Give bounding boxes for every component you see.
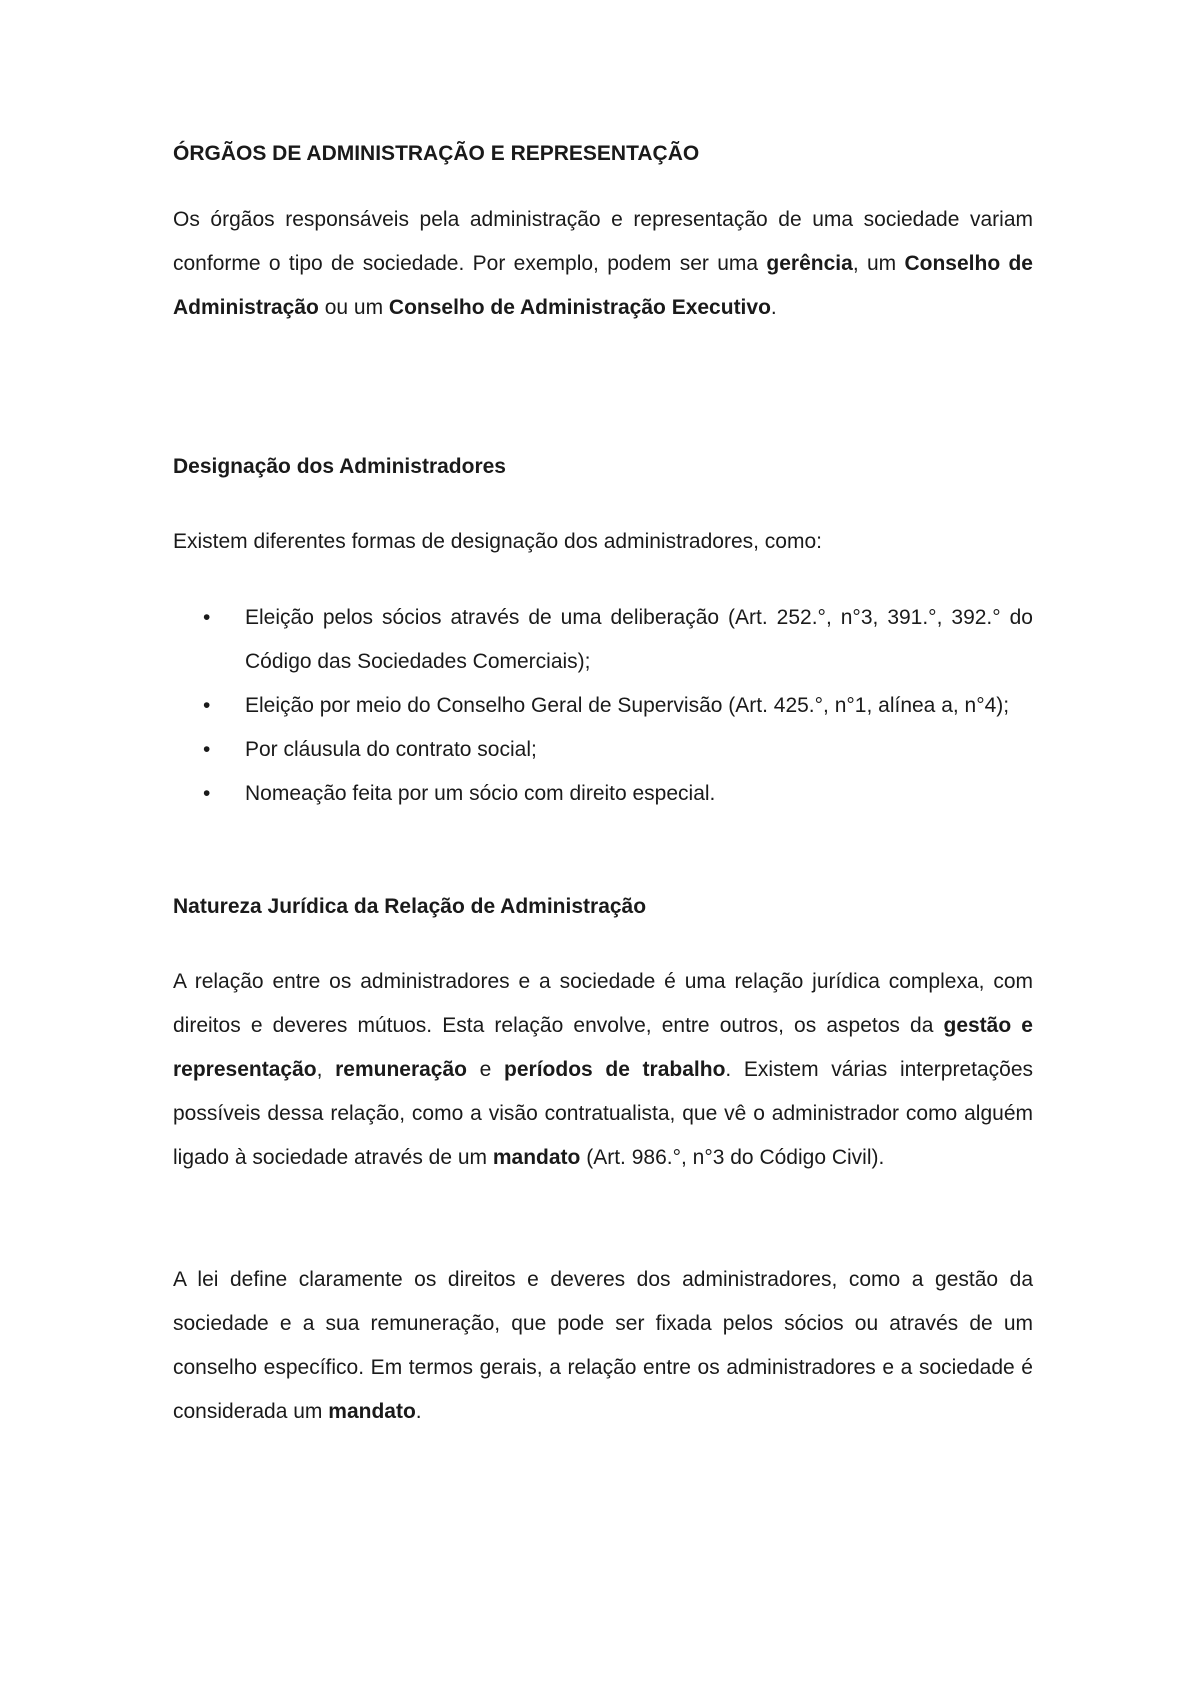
- section-heading-natureza: Natureza Jurídica da Relação de Administração: [173, 895, 647, 918]
- intro-text-2: , um: [852, 252, 905, 275]
- section-heading-designacao: Designação dos Administradores: [173, 455, 506, 478]
- list-item-text: Eleição pelos sócios através de uma deliberação (Art. 252.°, n°3, 391.°, 392.° do Código das Sociedades Comerciais);: [245, 606, 1033, 673]
- section2-paragraph-1: [173, 960, 1033, 1180]
- intro-text-3: ou um: [318, 296, 389, 319]
- section1-lead: Existem diferentes formas de designação dos administradores, como:: [173, 530, 822, 553]
- p2-bold-1: mandato: [328, 1400, 416, 1423]
- list-item-text: Eleição por meio do Conselho Geral de Supervisão (Art. 425.°, n°1, alínea a, n°4);: [245, 694, 1010, 717]
- list-item: [173, 728, 1033, 772]
- bullet-icon: •: [203, 738, 211, 761]
- bullet-icon: •: [203, 782, 211, 805]
- p1-bold-3: períodos de trabalho: [504, 1058, 726, 1081]
- list-item-text: Por cláusula do contrato social;: [245, 738, 537, 761]
- list-item: [173, 596, 1033, 684]
- bullet-icon: •: [203, 606, 211, 629]
- p1-text-3: e: [467, 1058, 505, 1081]
- intro-bold-3: Conselho de Administração Executivo: [388, 296, 771, 319]
- designation-list: [173, 596, 1033, 816]
- intro-text-4: .: [770, 296, 777, 319]
- p1-bold-4: mandato: [492, 1146, 581, 1169]
- intro-bold-1: gerência: [766, 252, 853, 275]
- list-item-text: Nomeação feita por um sócio com direito especial.: [245, 782, 716, 805]
- list-item: [173, 684, 1033, 728]
- intro-text-1: Os órgãos responsáveis pela administração e representação de uma sociedade variam conforme o tipo de sociedade. Por exemplo, podem ser uma: [173, 208, 1033, 275]
- p2-text-1: A lei define claramente os direitos e deveres dos administradores, como a gestão da sociedade e a sua remuneração, que pode ser fixada pelos sócios ou através de um conselho específico. Em termos gerais, a relação entre os administradores e a sociedade é considerada um: [173, 1268, 1033, 1423]
- p1-text-2: ,: [316, 1058, 336, 1081]
- section2-paragraph-2: [173, 1258, 1033, 1434]
- page-title: ÓRGÃOS DE ADMINISTRAÇÃO E REPRESENTAÇÃO: [173, 142, 700, 165]
- bullet-icon: •: [203, 694, 211, 717]
- p1-text-5: (Art. 986.°, n°3 do Código Civil).: [580, 1146, 885, 1169]
- p1-bold-2: remuneração: [335, 1058, 467, 1081]
- p1-text-1: A relação entre os administradores e a sociedade é uma relação jurídica complexa, com direitos e deveres mútuos. Esta relação envolve, entre outros, os aspetos da: [173, 970, 1033, 1037]
- p1-bold-1: gestão e representação: [173, 1014, 1033, 1081]
- p2-text-2: .: [415, 1400, 422, 1423]
- intro-bold-2: Conselho de Administração: [173, 252, 1033, 319]
- list-item: [173, 772, 1033, 816]
- p1-text-4: . Existem várias interpretações possíveis dessa relação, como a visão contratualista, que vê o administrador como alguém ligado à sociedade através de um: [173, 1058, 1034, 1169]
- intro-paragraph: [173, 198, 1033, 330]
